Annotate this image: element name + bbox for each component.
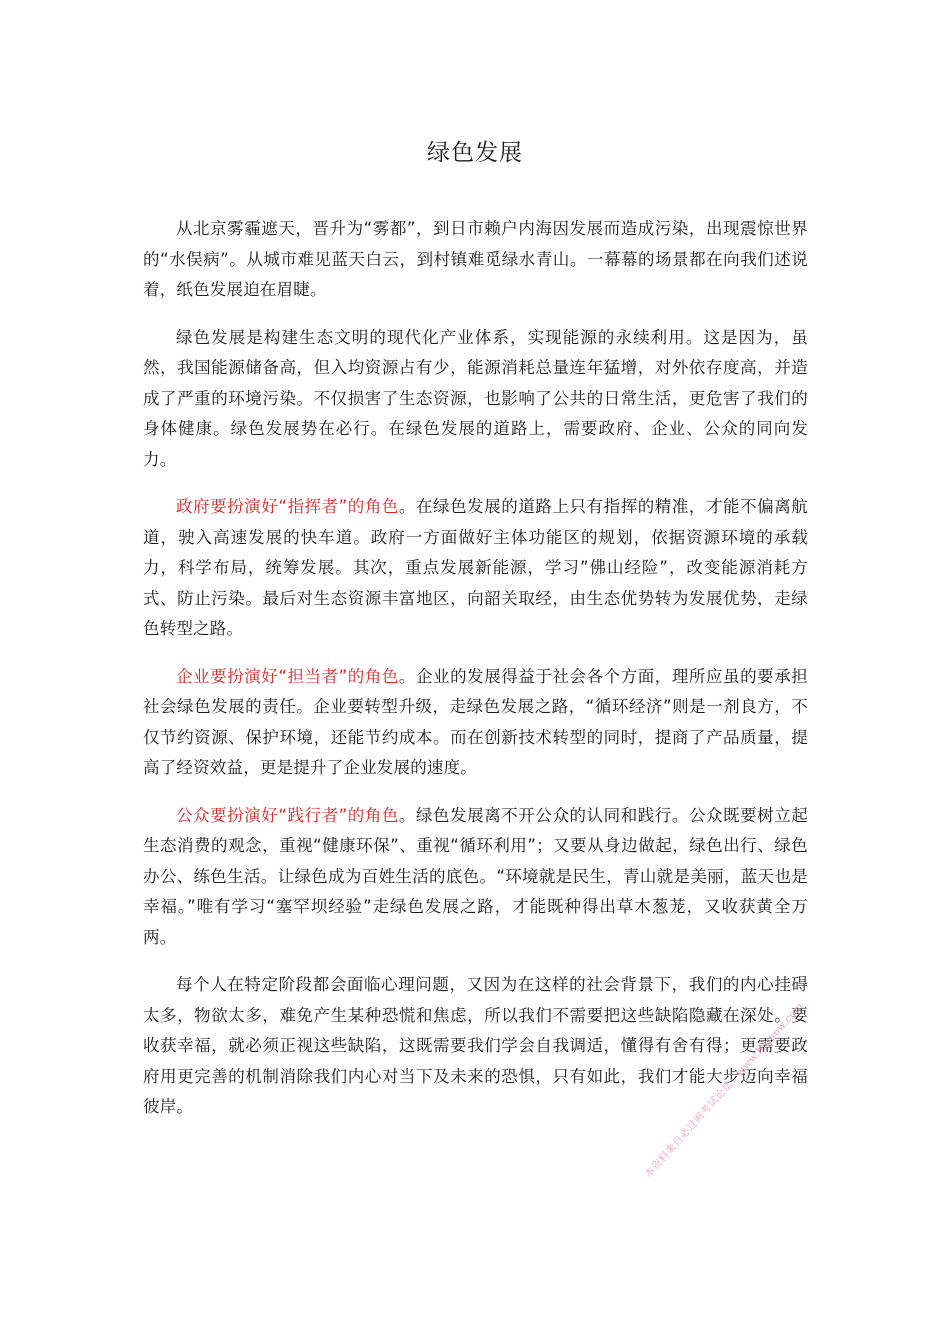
- paragraph-5: [143, 801, 808, 954]
- paragraph-5-text: 。绿色发展离不开公众的认同和践行。公众既要树立起生态消费的观念，重视“健康环保”、重视“循环利用”；又要从身边做起，绿色出行、绿色办公、练色生活。让绿色成为百姓生活的底色。“环境就是民生，青山就是美丽，蓝天也是幸福。”唯有学习“塞罕坝经验”走绿色发展之路，才能既种得出草木葱茏，又收获黄全万两。: [143, 805, 808, 947]
- paragraph-4-text: 。企业的发展得益于社会各个方面，理所应虽的要承担社会绿色发展的责任。企业要转型升级，走绿色发展之路，“循环经济”则是一剂良方，不仅节约资源、保护环境，还能节约成本。而在创新技术转型的同时，提商了产品质量，提高了经资效益，更是提升了企业发展的速度。: [143, 666, 808, 777]
- paragraph-3-lead: 政府要扮演好“指挥者”的角色: [176, 497, 399, 516]
- paragraph-2-text: 绿色发展是构建生态文明的现代化产业体系，实现能源的永续利用。这是因为，虽然，我国能源储备高，但入均资源占有少，能源消耗总量连年猛增，对外依存度高，并造成了严重的环境污染。不仅损害了生态资源，也影响了公共的日常生活，更危害了我们的身体健康。绿色发展势在必行。在绿色发展的道路上，需要政府、企业、公众的同向发力。: [143, 327, 808, 469]
- paragraph-6-text: 每个人在特定阶段都会面临心理问题，又因为在这样的社会背景下，我们的内心挂碍太多，物欲太多，难免产生某种恐慌和焦虑，所以我们不需要把这些缺陷隐藏在深处。要收获幸福，就必须正视这些缺陷，这既需要我们学会自我调适，懂得有舍有得；更需要政府用更完善的机制消除我们内心对当下及未来的恐惧，只有如此，我们才能大步迈向幸福彼岸。: [143, 975, 808, 1116]
- paragraph-3: [143, 492, 808, 645]
- paragraph-1-text: 从北京雾霾遮天，晋升为“雾都”，到日市赖户内海因发展而造成污染，出现震惊世界的“水俣病”。从城市难见蓝天白云，到村镇难觅绿水青山。一幕幕的场景都在向我们述说着，纸色发展迫在眉睫。: [143, 219, 808, 299]
- paragraph-1: [143, 214, 808, 306]
- document-body: [143, 214, 808, 1140]
- document-title: 绿色发展: [427, 140, 523, 166]
- paragraph-3-text: 。在绿色发展的道路上只有指挥的精准，才能不偏离航道，驶入高速发展的快车道。政府一方面做好主体功能区的规划，依据资源环境的承载力，科学布局，统筹发展。其次，重点发展新能源，学习”佛山经险”，改变能源消耗方式、防止污染。最后对生态资源丰富地区，向韶关取经，由生态优势转为发展优势，走绿色转型之路。: [143, 497, 808, 638]
- paragraph-4: [143, 662, 808, 784]
- paragraph-2: [143, 323, 808, 476]
- paragraph-5-lead: 公众要扮演好“践行者”的角色: [176, 805, 399, 825]
- paragraph-4-lead: 企业要扮演好“担当者”的角色: [176, 666, 399, 686]
- watermark-text: 本资料来自必过网考试论坛：www.biguow.com: [642, 1000, 806, 1181]
